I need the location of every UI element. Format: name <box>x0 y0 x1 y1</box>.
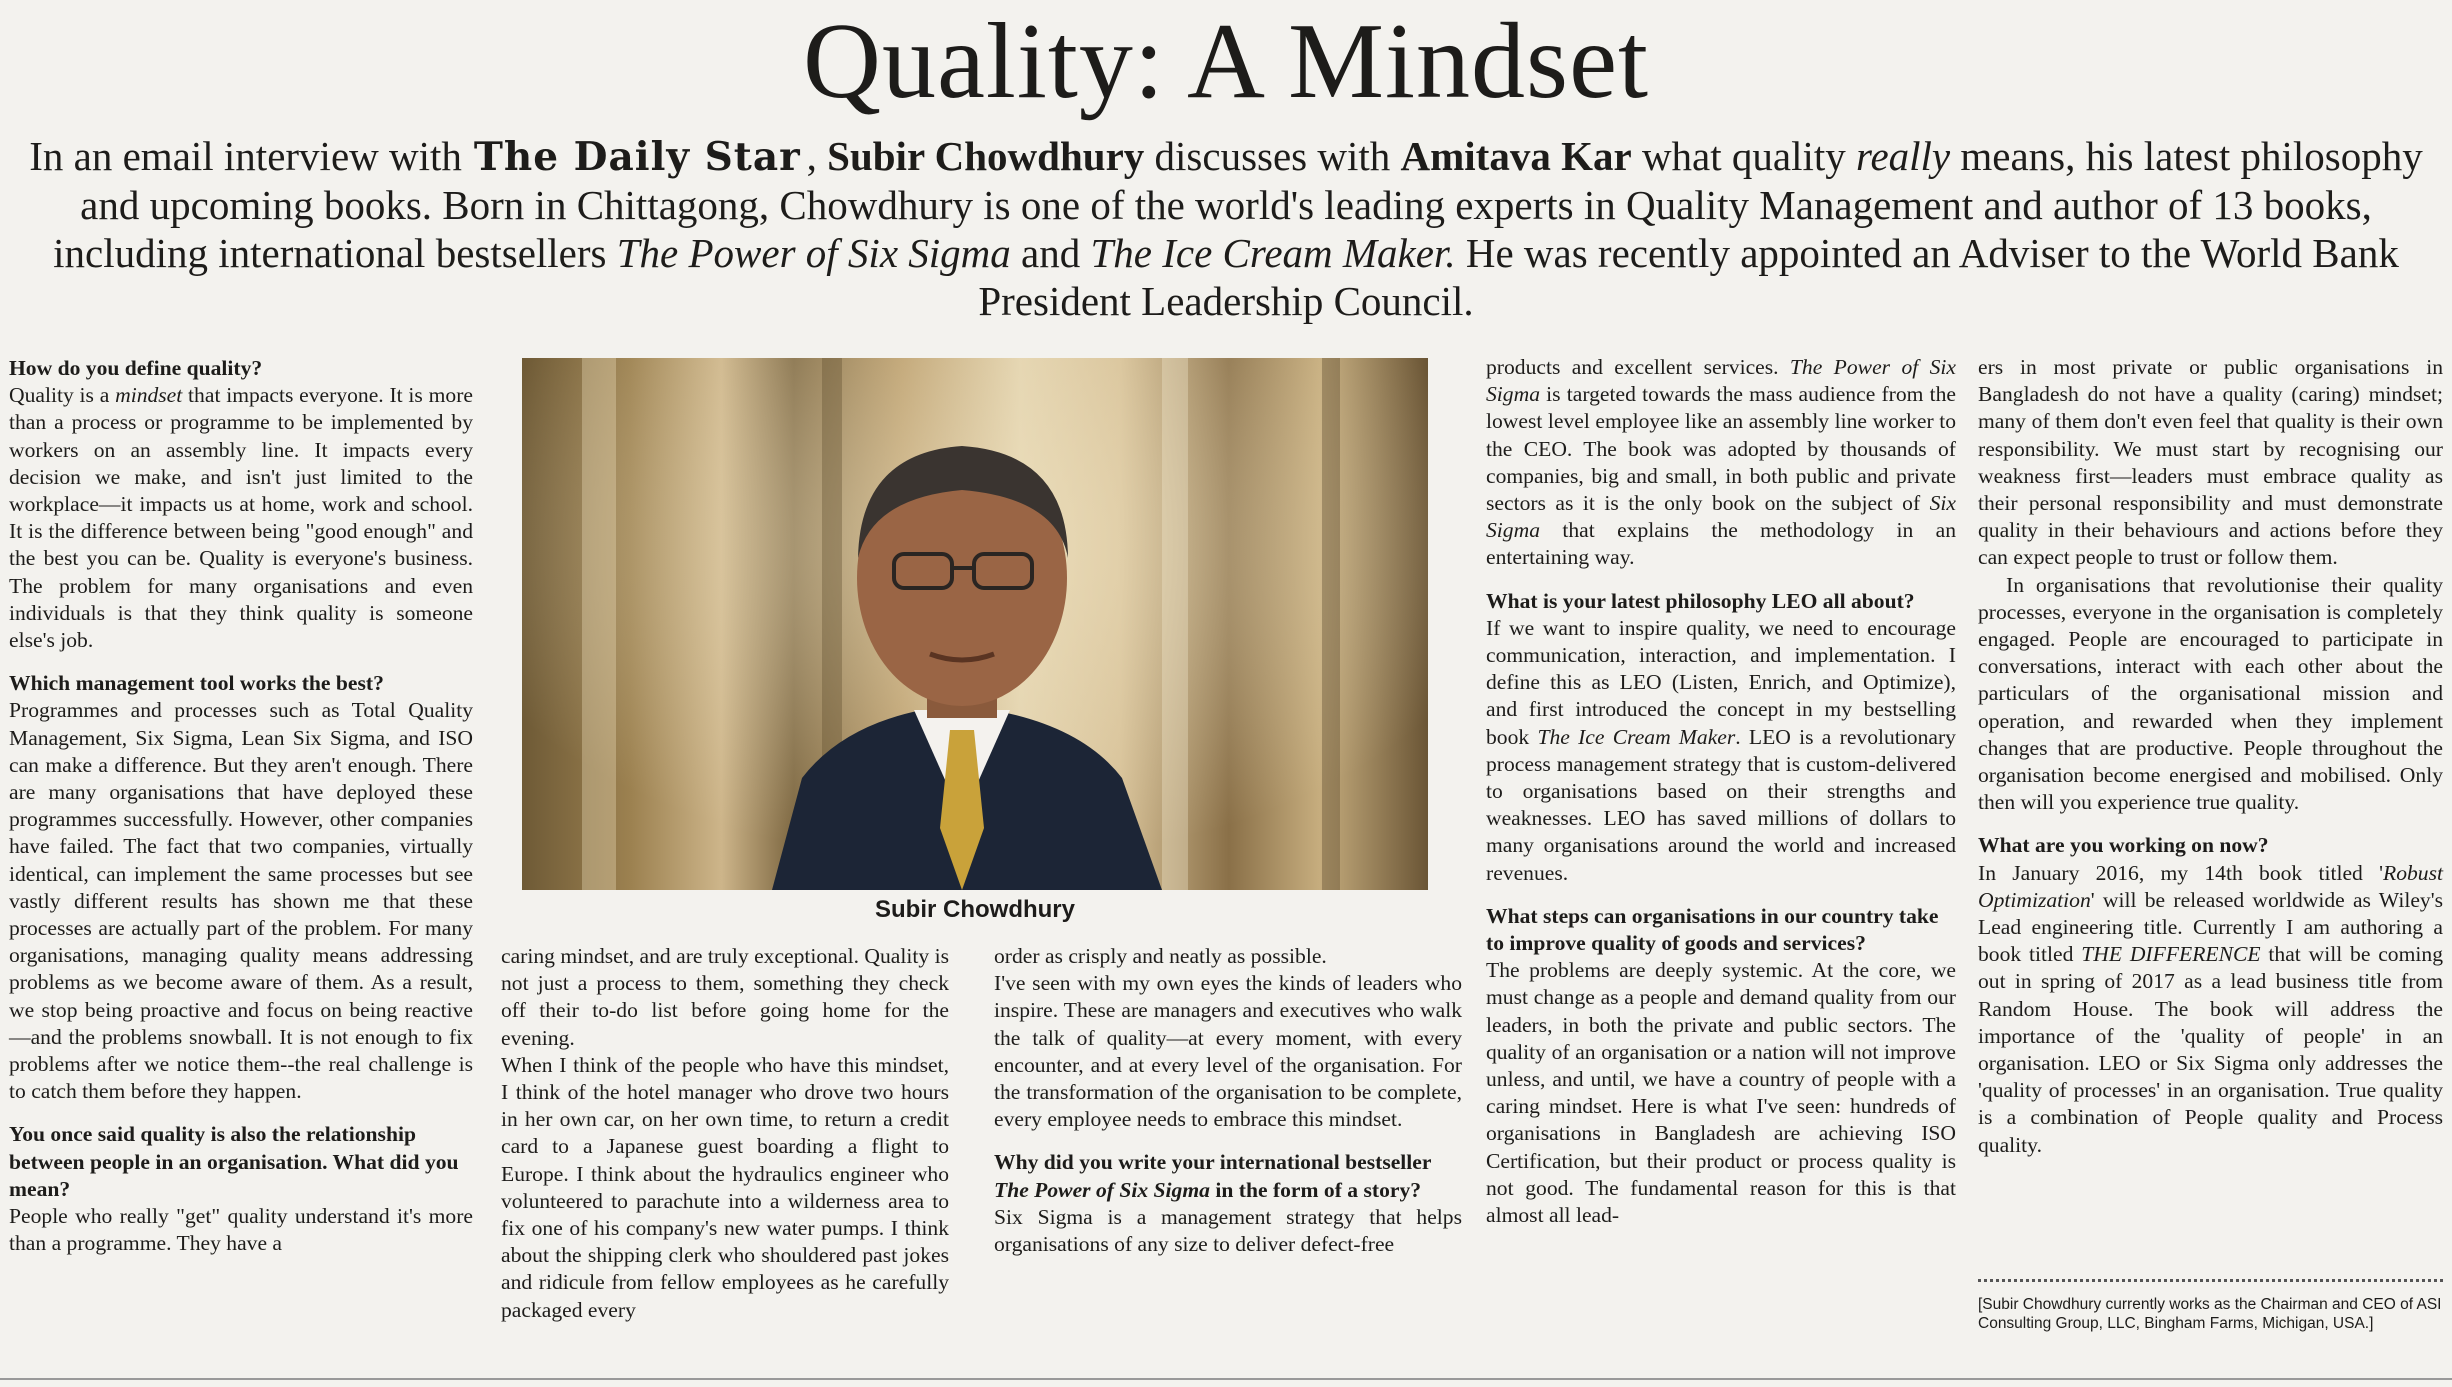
answer-paragraph <box>1486 354 1956 572</box>
intro-text: He was recently appointed an Adviser to the World Bank President Leadership Council. <box>978 230 2399 324</box>
book-title: The Power of Six Sigma <box>994 1177 1210 1202</box>
book-title: The Ice Cream Maker <box>1537 724 1736 749</box>
question-text: Why did you write your international bestseller <box>994 1150 1432 1175</box>
answer-paragraph: Six Sigma is a management strategy that helps organisations of any size to deliver defect-free <box>994 1204 1462 1257</box>
intro-text: discusses with <box>1144 133 1401 179</box>
answer-paragraph: order as crisply and neatly as possible. <box>994 944 1327 968</box>
article-column-3 <box>994 943 1462 1258</box>
question-text: in the form of a story? <box>1209 1177 1422 1202</box>
answer-text: Quality is a <box>9 383 116 408</box>
question-heading <box>994 1149 1462 1203</box>
question-heading: Which management tool works the best? <box>9 671 384 696</box>
answer-text: that impacts everyone. It is more than a process or programme to be implemented by workers on an assembly line. It impacts every decision we make, and isn't just limited to the workplace—it impacts us at home, work and school. It is the difference between being "good enough" and the best you can be. Quality is everyone's business. The problem for many organisations and even individuals is that they think quality is someone else's job. <box>9 383 473 653</box>
book-title: The Ice Cream Maker. <box>1090 230 1456 276</box>
question-heading: You once said quality is also the relationship between people in an organisation. What did you mean? <box>9 1122 459 1201</box>
intro-text: In an email interview with <box>29 133 462 179</box>
article-column-4 <box>1486 354 1956 1229</box>
answer-text: products and excellent services. <box>1486 355 1790 379</box>
answer-paragraph: The problems are deeply systemic. At the core, we must change as a people and demand quality from our leaders, in both the private and public sectors. The quality of an organisation or a nation will not improve unless, and until, we have a country of people with a caring mindset. Here is what I've seen: hundreds of organisations in Bangladesh are achieving ISO Certification, but their product or process quality is not good. The fundamental reason for this is that almost all lead- <box>1486 958 1956 1228</box>
answer-paragraph: When I think of the people who have this mindset, I think of the hotel manager who drove two hours in her own car, on her own time, to return a credit card to a Japanese guest boarding a flight to Europe. I think about the hydraulics engineer who volunteered to parachute into a wilderness area to fix one of his company's new water pumps. I think about the shipping clerk who shouldered past jokes and ridicule from fellow employees as he carefully packaged every <box>501 1052 949 1322</box>
answer-text: If we want to inspire quality, we need to encourage communication, interaction, and implementation. I define this as LEO (Listen, Enrich, and Optimize), and first introduced the concept in my bestselling book <box>1486 615 1956 749</box>
intro-text: , <box>806 133 828 179</box>
answer-text: that explains the methodology in an entertaining way. <box>1486 518 1956 570</box>
article-column-5 <box>1978 354 2443 1159</box>
answer-emphasis: Six Sigma <box>1486 491 1956 543</box>
answer-text: is targeted towards the mass audience from the lowest level employee like an assembly line worker to the CEO. The book was adopted by thousands of companies, big and small, in both public and private sectors as it is the only book on the subject of <box>1486 382 1956 516</box>
intro-text: means, his latest philosophy and upcoming books. Born in Chittagong, Chowdhury is one of the world's leading experts in Quality Management and author of 13 books, including international bestsellers <box>53 133 2423 276</box>
article-column-1 <box>9 355 473 1258</box>
question-heading: What is your latest philosophy LEO all about? <box>1486 588 1915 613</box>
answer-paragraph: ers in most private or public organisations in Bangladesh do not have a quality (caring) mindset; many of them don't even feel that quality is their own responsibility. We must start by recognising our weakness first—leaders must embrace quality as their personal responsibility and must demonstrate quality in their behaviours and actions before they can expect people to trust or follow them. <box>1978 355 2443 570</box>
article-column-2 <box>501 943 949 1324</box>
question-heading: How do you define quality? <box>9 356 263 380</box>
answer-text: In January 2016, my 14th book titled ' <box>1978 860 2384 885</box>
answer-paragraph: I've seen with my own eyes the kinds of leaders who inspire. These are managers and executives who walk the talk of quality—at every moment, with every encounter, and at every level of the organisation. For the transformation of the organisation to be complete, every employee needs to embrace this mindset. <box>994 971 1462 1132</box>
intro-text: and <box>1010 230 1091 276</box>
question-heading: What steps can organisations in our country take to improve quality of goods and services? <box>1486 903 1939 956</box>
answer-paragraph: In organisations that revolutionise their quality processes, everyone in the organisation is completely engaged. People are encouraged to participate in conversations, interact with each other about the particulars of the organisational mission and operation, and rewarded when they implement changes that are productive. People throughout the organisation become energised and mobilised. Only then will you experience true quality. <box>1978 572 2443 815</box>
book-title: Robust Optimization <box>1978 860 2443 912</box>
book-title: The Power of Six Sigma <box>1486 355 1956 407</box>
daily-star-masthead: The Daily Star <box>473 134 801 180</box>
question-heading: What are you working on now? <box>1978 833 2269 858</box>
answer-text: that will be coming out in spring of 2017 as a lead business title from Random House. The book will address the importance of the 'quality of people' in an organisation. LEO or Six Sigma only addresses the 'quality of processes' in an organisation. True quality is a combination of People quality and Process quality. <box>1978 942 2443 1157</box>
intro-paragraph <box>16 132 2436 325</box>
answer-text: ' will be released worldwide as Wiley's Lead engineering title. Currently I am authoring a book titled <box>1978 887 2443 967</box>
page-bottom-rule <box>0 1378 2452 1380</box>
answer-paragraph: caring mindset, and are truly exceptional. Quality is not just a process to them, something they check off their to-do list before going home for the evening. <box>501 944 949 1050</box>
answer-paragraph <box>1978 860 2443 1159</box>
note-divider <box>1978 1279 2443 1282</box>
answer-paragraph <box>1486 615 1956 887</box>
answer-emphasis: mindset <box>115 383 183 408</box>
headline: Quality: A Mindset <box>802 2 1650 121</box>
answer-paragraph: Programmes and processes such as Total Quality Management, Six Sigma, Lean Six Sigma, and ISO can make a difference. But they aren't enough. There are many organisations that have deployed these programmes successfully. However, other companies have failed. The fact that two companies, virtually identical, can implement the same processes but see vastly different results has shown me that these processes are actually part of the problem. For many organisations, managing quality means addressing problems as we become aware of them. As a result, we stop being proactive and focus on being reactive—and the problems snowball. It is not enough to fix problems after we notice them--the real challenge is to catch them before they happen. <box>9 698 473 1104</box>
answer-text: . LEO is a revolutionary process management strategy that is custom-delivered to organisations based on their strengths and weaknesses. LEO has saved millions of dollars to many organisations around the world and increased revenues. <box>1486 724 1956 885</box>
author-note: [Subir Chowdhury currently works as the Chairman and CEO of ASI Consulting Group, LLC, Bingham Farms, Michigan, USA.] <box>1978 1296 2442 1332</box>
answer-paragraph <box>9 382 473 654</box>
answer-paragraph: People who really "get" quality understand it's more than a programme. They have a <box>9 1204 473 1256</box>
intro-text: what quality <box>1631 133 1857 179</box>
photo-caption: Subir Chowdhury <box>875 896 1075 923</box>
book-title: THE DIFFERENCE <box>2081 942 2261 967</box>
interviewee-name: Subir Chowdhury <box>827 133 1145 179</box>
interviewer-name: Amitava Kar <box>1400 133 1632 179</box>
portrait-photo <box>522 358 1428 890</box>
intro-emphasis: really <box>1856 133 1951 179</box>
portrait-illustration <box>522 358 1428 890</box>
book-title: The Power of Six Sigma <box>616 230 1011 276</box>
